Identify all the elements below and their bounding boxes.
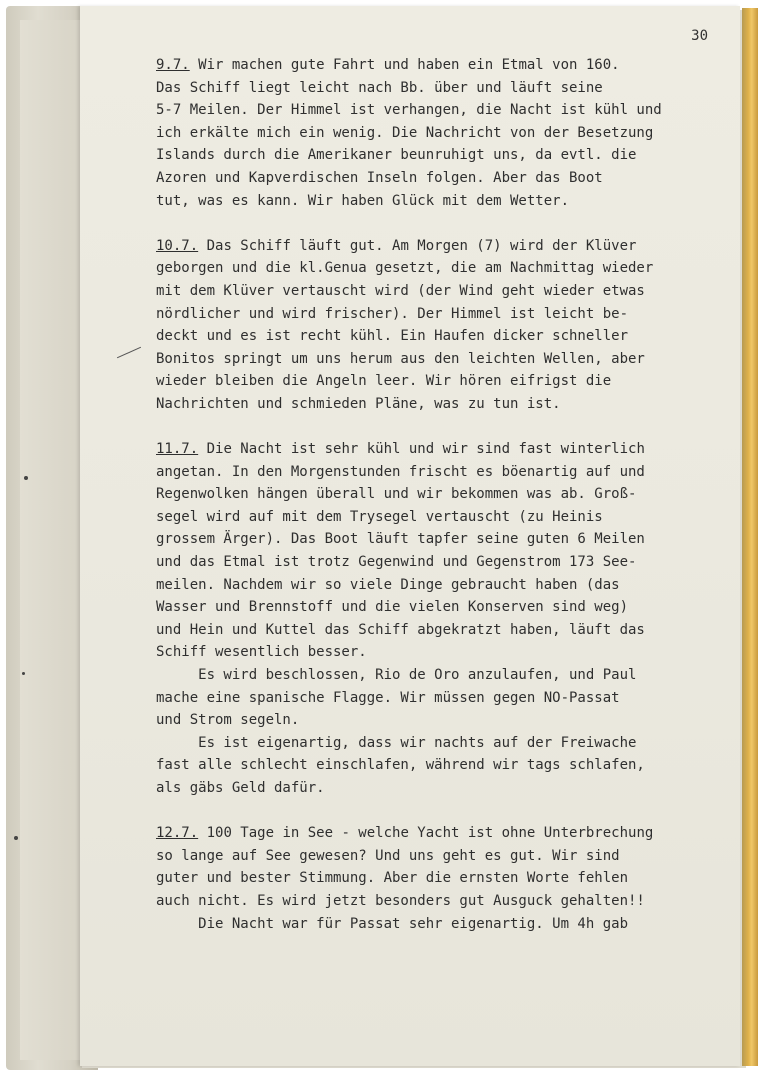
text-line: guter und bester Stimmung. Aber die ernsten Worte fehlen xyxy=(156,870,629,887)
text-line: und das Etmal ist trotz Gegenwind und Gegenstrom 173 See- xyxy=(156,554,637,571)
diary-entry xyxy=(156,438,716,800)
text-line: wieder bleiben die Angeln leer. Wir hören eifrigst die xyxy=(156,373,612,390)
text-line: auch nicht. Es wird jetzt besonders gut Ausguck gehalten!! xyxy=(156,892,645,909)
typewritten-page xyxy=(80,6,740,1066)
text-line: 10.7. Das Schiff läuft gut. Am Morgen (7) wird der Klüver xyxy=(156,237,637,254)
ink-speck xyxy=(22,672,25,675)
entry-date: 10.7. xyxy=(156,237,199,254)
entry-date: 12.7. xyxy=(156,825,199,842)
text-line: Wasser und Brennstoff und die vielen Konserven sind weg) xyxy=(156,599,629,616)
diary-entry xyxy=(156,54,716,212)
text-line: geborgen und die kl.Genua gesetzt, die am Nachmittag wieder xyxy=(156,260,654,277)
text-line: Es ist eigenartig, dass wir nachts auf der Freiwache xyxy=(156,734,637,751)
entry-date: 11.7. xyxy=(156,441,199,458)
text-line: Es wird beschlossen, Rio de Oro anzulaufen, und Paul xyxy=(156,667,637,684)
ink-speck xyxy=(24,476,28,480)
text-line: und Strom segeln. xyxy=(156,712,300,729)
diary-entry xyxy=(156,822,716,935)
text-line: nördlicher und wird frischer). Der Himmel ist leicht be- xyxy=(156,305,629,322)
page-edge-strip xyxy=(742,8,758,1066)
text-line: fast alle schlecht einschlafen, während wir tags schlafen, xyxy=(156,757,645,774)
text-line: mache eine spanische Flagge. Wir müssen gegen NO-Passat xyxy=(156,689,620,706)
text-line: 11.7. Die Nacht ist sehr kühl und wir sind fast winterlich xyxy=(156,441,645,458)
text-line: Nachrichten und schmieden Pläne, was zu tun ist. xyxy=(156,395,561,412)
text-line: Schiff wesentlich besser. xyxy=(156,644,367,661)
text-line: deckt und es ist recht kühl. Ein Haufen dicker schneller xyxy=(156,328,629,345)
text-line: mit dem Klüver vertauscht wird (der Wind geht wieder etwas xyxy=(156,282,645,299)
text-line: ich erkälte mich ein wenig. Die Nachricht von der Besetzung xyxy=(156,124,654,141)
ink-speck xyxy=(14,836,18,840)
text-line: grossem Ärger). Das Boot läuft tapfer seine guten 6 Meilen xyxy=(156,531,645,548)
text-line: 12.7. 100 Tage in See - welche Yacht ist ohne Unterbrechung xyxy=(156,825,654,842)
text-line: meilen. Nachdem wir so viele Dinge gebraucht haben (das xyxy=(156,576,620,593)
text-line: Das Schiff liegt leicht nach Bb. über und läuft seine xyxy=(156,79,603,96)
text-line: Islands durch die Amerikaner beunruhigt uns, da evtl. die xyxy=(156,147,637,164)
text-line: und Hein und Kuttel das Schiff abgekratzt haben, läuft das xyxy=(156,621,645,638)
text-line: so lange auf See gewesen? Und uns geht es gut. Wir sind xyxy=(156,847,620,864)
binder-inner-flap xyxy=(20,20,84,1060)
text-line: segel wird auf mit dem Trysegel vertauscht (zu Heinis xyxy=(156,508,603,525)
text-line: tut, was es kann. Wir haben Glück mit dem Wetter. xyxy=(156,192,570,209)
diary-text xyxy=(156,54,716,958)
text-line: Regenwolken hängen überall und wir bekommen was ab. Groß- xyxy=(156,486,637,503)
text-line: Die Nacht war für Passat sehr eigenartig. Um 4h gab xyxy=(156,915,629,932)
text-line: Bonitos springt um uns herum aus den leichten Wellen, aber xyxy=(156,350,645,367)
text-line: Azoren und Kapverdischen Inseln folgen. Aber das Boot xyxy=(156,169,603,186)
page-number: 30 xyxy=(691,28,708,44)
text-line: 9.7. Wir machen gute Fahrt und haben ein Etmal von 160. xyxy=(156,57,620,73)
diary-entry xyxy=(156,235,716,416)
entry-date: 9.7. xyxy=(156,57,190,73)
text-line: als gäbs Geld dafür. xyxy=(156,780,325,796)
text-line: 5-7 Meilen. Der Himmel ist verhangen, die Nacht ist kühl und xyxy=(156,102,662,119)
text-line: angetan. In den Morgenstunden frischt es böenartig auf und xyxy=(156,463,645,480)
